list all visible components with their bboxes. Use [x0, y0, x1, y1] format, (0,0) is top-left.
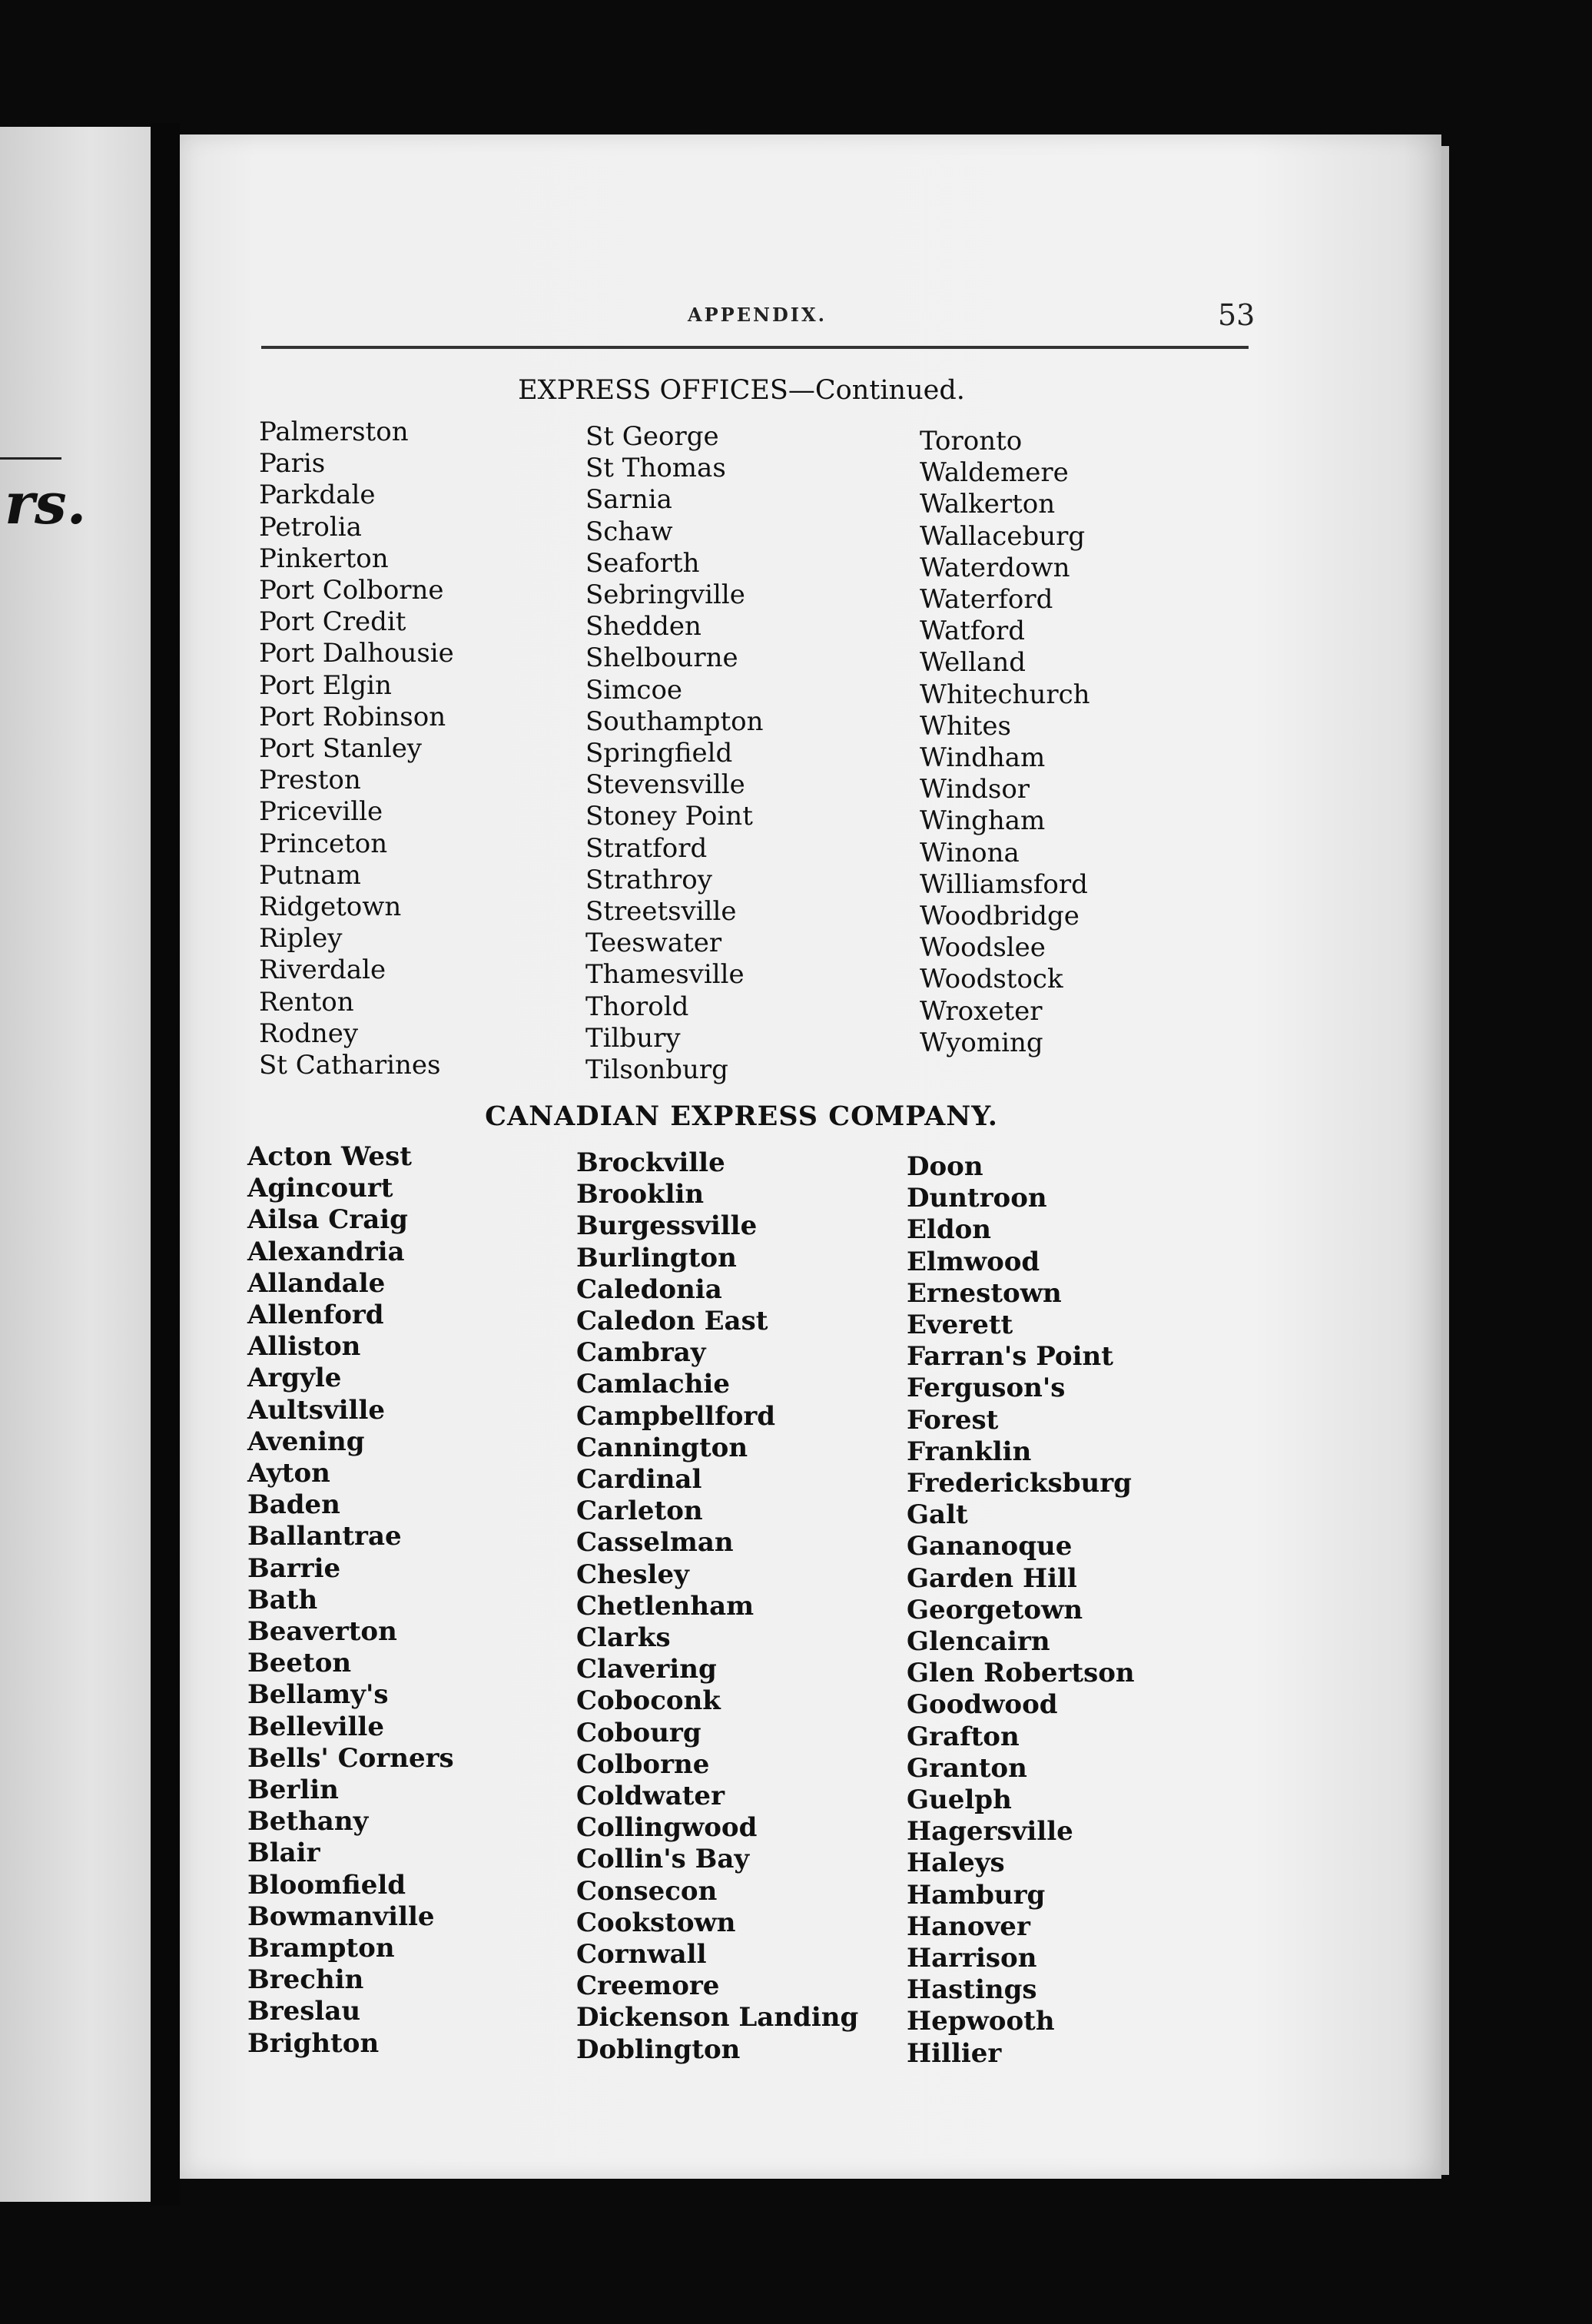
place-name: Shelbourne: [585, 642, 738, 674]
place-name: Blair: [247, 1838, 320, 1869]
place-name: Chesley: [576, 1559, 689, 1590]
place-name: Ayton: [247, 1458, 330, 1489]
place-name: Port Elgin: [259, 669, 392, 701]
place-name: Chetlenham: [576, 1590, 755, 1622]
place-name: Ridgetown: [259, 891, 402, 923]
left-page-rule: [0, 457, 61, 460]
place-name: Burlington: [576, 1242, 737, 1273]
place-name: Schaw: [585, 516, 673, 547]
place-name: Winona: [920, 837, 1020, 868]
place-name: Windsor: [920, 774, 1030, 805]
place-name: Preston: [259, 765, 361, 796]
place-name: Gananoque: [907, 1531, 1073, 1562]
place-name: Casselman: [576, 1527, 734, 1559]
place-name: Allandale: [247, 1267, 386, 1299]
place-name: Brockville: [576, 1147, 725, 1178]
place-name: Granton: [907, 1752, 1027, 1784]
place-name: Bowmanville: [247, 1901, 435, 1932]
place-name: Petrolia: [259, 511, 362, 543]
place-name: Thorold: [585, 991, 689, 1022]
place-name: Stevensville: [585, 769, 745, 801]
place-name: Harrison: [907, 1943, 1037, 1974]
place-name: Cornwall: [576, 1939, 707, 1970]
place-name: Parkdale: [259, 480, 376, 511]
place-name: Whites: [920, 710, 1011, 742]
place-name: Cannington: [576, 1432, 748, 1463]
place-name: Ripley: [259, 923, 343, 954]
place-name: Clarks: [576, 1622, 671, 1654]
page-number: 53: [1218, 298, 1255, 332]
place-name: Baden: [247, 1489, 340, 1521]
place-name: Toronto: [920, 426, 1023, 456]
place-name: Bellamy's: [247, 1679, 389, 1711]
place-name: Sebringville: [585, 579, 745, 611]
place-name: Brooklin: [576, 1179, 705, 1210]
place-name: Hamburg: [907, 1879, 1046, 1911]
place-name: Caledon East: [576, 1306, 768, 1337]
express-offices-column-2: [585, 421, 764, 1086]
place-name: Burgessville: [576, 1210, 758, 1242]
place-name: Camlachie: [576, 1369, 730, 1400]
place-name: St George: [585, 421, 719, 452]
place-name: Bethany: [247, 1806, 369, 1838]
place-name: Cobourg: [576, 1717, 701, 1748]
book-gutter: [151, 123, 180, 2206]
place-name: Strathroy: [585, 864, 712, 895]
place-name: Ernestown: [907, 1277, 1062, 1309]
place-name: Riverdale: [259, 954, 386, 986]
place-name: Princeton: [259, 828, 388, 859]
place-name: Shedden: [585, 611, 701, 642]
place-name: Woodstock: [920, 964, 1063, 995]
place-name: Argyle: [247, 1363, 342, 1394]
place-name: Brechin: [247, 1964, 364, 1996]
place-name: Everett: [907, 1310, 1013, 1341]
canadian-express-column-1: [247, 1141, 454, 2060]
place-name: Fredericksburg: [907, 1468, 1132, 1499]
place-name: Duntroon: [907, 1183, 1047, 1214]
place-name: Collin's Bay: [576, 1844, 750, 1875]
place-name: Wingham: [920, 805, 1046, 837]
place-name: Beaverton: [247, 1616, 397, 1648]
place-name: Coldwater: [576, 1781, 725, 1812]
place-name: Williamsford: [920, 868, 1088, 900]
place-name: Ailsa Craig: [247, 1204, 408, 1236]
place-name: Farran's Point: [907, 1341, 1113, 1373]
place-name: Stoney Point: [585, 801, 753, 832]
place-name: Bath: [247, 1584, 318, 1615]
place-name: Sarnia: [585, 484, 672, 516]
place-name: Tilsonburg: [585, 1054, 728, 1086]
left-page-text: rs.: [5, 471, 87, 537]
place-name: Alexandria: [247, 1236, 405, 1267]
place-name: Hanover: [907, 1911, 1030, 1942]
place-name: Teeswater: [585, 928, 722, 959]
place-name: Hagersville: [907, 1816, 1073, 1848]
place-name: St Thomas: [585, 453, 726, 484]
place-name: Elmwood: [907, 1246, 1040, 1277]
place-name: Georgetown: [907, 1594, 1083, 1625]
place-name: Allenford: [247, 1300, 384, 1331]
place-name: Watford: [920, 616, 1025, 647]
place-name: Springfield: [585, 738, 733, 769]
place-name: Ferguson's: [907, 1373, 1066, 1404]
place-name: Ballantrae: [247, 1521, 402, 1552]
place-name: Walkerton: [920, 489, 1056, 520]
place-name: Stratford: [585, 832, 708, 864]
place-name: Woodslee: [920, 932, 1046, 964]
place-name: Waterford: [920, 584, 1053, 616]
place-name: Priceville: [259, 796, 383, 828]
place-name: Acton West: [247, 1141, 412, 1172]
place-name: Garden Hill: [907, 1562, 1077, 1594]
place-name: Port Stanley: [259, 733, 423, 765]
place-name: Hepwooth: [907, 2006, 1055, 2037]
place-name: Glen Robertson: [907, 1658, 1135, 1689]
place-name: Agincourt: [247, 1173, 393, 1204]
place-name: Beeton: [247, 1648, 352, 1679]
place-name: Avening: [247, 1426, 365, 1457]
section-title-express-offices: EXPRESS OFFICES—Continued.: [518, 375, 965, 406]
header-rule: [261, 346, 1249, 349]
place-name: Wroxeter: [920, 995, 1043, 1027]
place-name: Paris: [259, 448, 326, 480]
place-name: Aultsville: [247, 1394, 385, 1426]
place-name: Tilbury: [585, 1022, 681, 1054]
place-name: Streetsville: [585, 896, 737, 928]
place-name: Waterdown: [920, 552, 1070, 583]
place-name: Dickenson Landing: [576, 2002, 859, 2034]
place-name: Welland: [920, 647, 1026, 679]
place-name: Palmerston: [259, 417, 409, 447]
canadian-express-column-3: [907, 1151, 1135, 2070]
place-name: Glencairn: [907, 1626, 1050, 1658]
place-name: Port Robinson: [259, 701, 446, 732]
place-name: Alliston: [247, 1331, 361, 1363]
place-name: Collingwood: [576, 1812, 758, 1844]
place-name: Forest: [907, 1404, 999, 1436]
place-name: Whitechurch: [920, 679, 1090, 710]
place-name: Waldemere: [920, 457, 1069, 489]
place-name: Cookstown: [576, 1907, 736, 1938]
place-name: Brighton: [247, 2027, 380, 2059]
place-name: Coboconk: [576, 1685, 721, 1717]
place-name: Creemore: [576, 1970, 720, 2002]
place-name: Pinkerton: [259, 543, 389, 574]
place-name: Cardinal: [576, 1464, 702, 1496]
place-name: Goodwood: [907, 1689, 1058, 1721]
place-name: Eldon: [907, 1214, 992, 1246]
left-page-fragment: [0, 127, 151, 2202]
place-name: Guelph: [907, 1784, 1012, 1816]
place-name: Doblington: [576, 2034, 741, 2065]
place-name: Rodney: [259, 1018, 359, 1049]
place-name: Doon: [907, 1151, 983, 1182]
page-edge: [1441, 146, 1449, 2175]
place-name: Franklin: [907, 1436, 1032, 1467]
place-name: Port Dalhousie: [259, 638, 454, 669]
place-name: Putnam: [259, 859, 361, 891]
place-name: Carleton: [576, 1496, 703, 1527]
place-name: Caledonia: [576, 1273, 722, 1305]
place-name: Clavering: [576, 1654, 717, 1685]
running-head: APPENDIX.: [688, 304, 827, 326]
place-name: Wyoming: [920, 1027, 1043, 1058]
place-name: Thamesville: [585, 959, 745, 991]
place-name: Haleys: [907, 1848, 1005, 1879]
place-name: Bloomfield: [247, 1869, 406, 1901]
place-name: Brampton: [247, 1933, 395, 1964]
place-name: Colborne: [576, 1748, 710, 1780]
place-name: Hillier: [907, 2037, 1002, 2069]
place-name: Woodbridge: [920, 901, 1080, 932]
express-offices-column-1: [259, 417, 454, 1081]
place-name: St Catharines: [259, 1050, 441, 1081]
place-name: Breslau: [247, 1996, 361, 2027]
place-name: Port Credit: [259, 606, 406, 638]
place-name: Grafton: [907, 1721, 1020, 1752]
place-name: Southampton: [585, 706, 764, 737]
place-name: Campbellford: [576, 1400, 776, 1432]
place-name: Consecon: [576, 1875, 718, 1907]
place-name: Cambray: [576, 1337, 706, 1369]
canadian-express-column-2: [576, 1147, 858, 2066]
place-name: Seaforth: [585, 547, 700, 579]
section-title-canadian-express: CANADIAN EXPRESS COMPANY.: [485, 1101, 998, 1132]
place-name: Belleville: [247, 1711, 384, 1742]
place-name: Simcoe: [585, 674, 683, 706]
place-name: Port Colborne: [259, 575, 444, 606]
place-name: Windham: [920, 742, 1046, 774]
express-offices-column-3: [920, 426, 1090, 1059]
place-name: Bells' Corners: [247, 1742, 454, 1774]
place-name: Berlin: [247, 1775, 339, 1806]
place-name: Hastings: [907, 1974, 1037, 2006]
place-name: Renton: [259, 986, 354, 1018]
place-name: Galt: [907, 1499, 968, 1531]
place-name: Barrie: [247, 1552, 341, 1584]
place-name: Wallaceburg: [920, 520, 1086, 552]
